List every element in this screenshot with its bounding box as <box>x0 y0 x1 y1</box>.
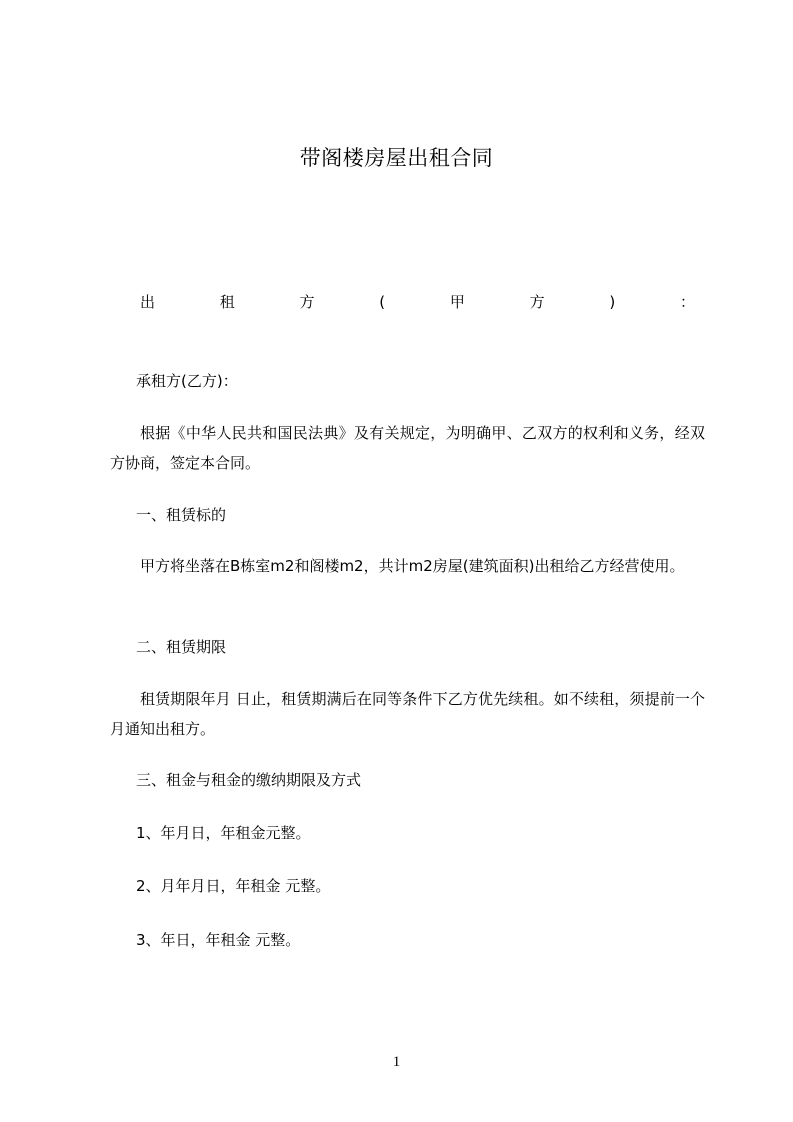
rent-item-3: 3、年日，年租金 元整。 <box>136 931 301 949</box>
lessor-char: ( <box>379 293 386 311</box>
lessor-party-line <box>140 287 695 317</box>
page-number: 1 <box>392 1054 401 1070</box>
lessor-char: ： <box>679 293 695 311</box>
section-2-paragraph: 租赁期限年月 日止，租赁期满后在同等条件下乙方优先续租。如不续租，须提前一个月通知出租方。 <box>110 690 705 738</box>
rent-item-2: 2、月年月日，年租金 元整。 <box>136 877 331 895</box>
section-3-heading: 三、租金与租金的缴纳期限及方式 <box>136 771 362 789</box>
section-2-heading: 二、租赁期限 <box>136 638 227 656</box>
lessor-char: ) <box>609 293 616 311</box>
lessee-party-line: 承租方(乙方)： <box>136 372 238 390</box>
rent-item-1: 1、年月日，年租金元整。 <box>136 824 311 842</box>
lessor-char: 租 <box>219 293 235 311</box>
lessor-char: 方 <box>529 293 545 311</box>
section-1-heading: 一、租赁标的 <box>136 506 227 524</box>
lessor-char: 方 <box>299 293 315 311</box>
lessor-char: 出 <box>140 293 156 311</box>
intro-paragraph: 根据《中华人民共和国民法典》及有关规定，为明确甲、乙双方的权利和义务，经双方协商，签定本合同。 <box>110 424 705 472</box>
lessor-char: 甲 <box>449 293 465 311</box>
document-title: 带阁楼房屋出租合同 <box>299 146 494 170</box>
section-1-paragraph: 甲方将坐落在B栋室m2和阁楼m2，共计m2房屋(建筑面积)出租给乙方经营使用。 <box>140 557 685 575</box>
